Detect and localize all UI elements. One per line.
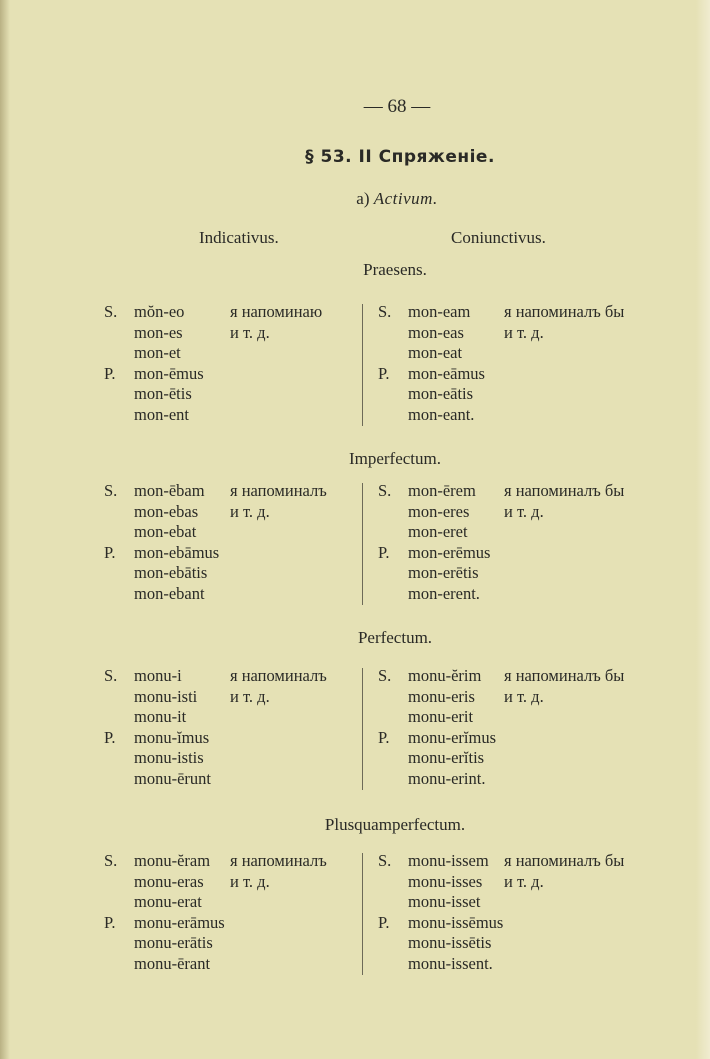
translation: и т. д.: [230, 322, 270, 342]
verb-form: mon-erent.: [408, 583, 480, 603]
conjugation-row: [378, 933, 668, 954]
number-marker: [104, 563, 134, 584]
number-marker: [378, 384, 408, 405]
verb-form: mon-ent: [134, 404, 189, 424]
conjugation-row: [378, 707, 668, 728]
conjugation-row: [378, 543, 668, 564]
conjugation-row: [104, 481, 354, 502]
verb-form: monu-erĭtis: [408, 748, 485, 767]
conjugation-row: [378, 851, 668, 872]
verb-form: mon-et: [134, 343, 181, 362]
tense-heading: Plusquamperfectum.: [324, 815, 466, 834]
subjunctive-column: [378, 481, 668, 604]
number-marker: [104, 748, 134, 769]
verb-form: mon-eātis: [408, 384, 474, 403]
number-marker: [104, 384, 134, 405]
mood-indicativus: Indicativus.: [199, 228, 279, 247]
conjugation-row: [104, 364, 354, 385]
number-marker: [378, 748, 408, 769]
number-marker: [378, 933, 408, 954]
indicative-column: [104, 481, 354, 604]
conjugation-row: [378, 872, 668, 893]
verb-form: monu-issent.: [408, 953, 493, 973]
number-marker: [104, 502, 134, 523]
number-marker: [104, 954, 134, 975]
section-heading: § 53. II Спряженie.: [305, 147, 495, 167]
conjugation-row: [104, 343, 354, 364]
column-divider: [362, 668, 363, 790]
conjugation-row: [104, 769, 354, 790]
conjugation-table: [104, 666, 664, 796]
subjunctive-column: [378, 666, 668, 789]
verb-form: monu-isti: [134, 686, 198, 706]
number-marker: [104, 872, 134, 893]
verb-form: monu-erit: [408, 707, 474, 726]
conjugation-row: [378, 892, 668, 913]
page-edge-light: [696, 0, 710, 1059]
translation: и т. д.: [504, 871, 544, 891]
number-marker: P.: [378, 363, 390, 383]
translation: я напоминалъ: [230, 666, 327, 685]
number-marker: [378, 502, 408, 523]
verb-form: monu-ērant: [134, 953, 211, 973]
conjugation-row: [378, 302, 668, 323]
translation: я напоминалъ: [230, 851, 327, 870]
indicative-column: [104, 302, 354, 425]
verb-form: monu-erat: [134, 892, 202, 911]
conjugation-row: [378, 769, 668, 790]
number-marker: [378, 522, 408, 543]
number-marker: P.: [104, 912, 116, 932]
mood-coniunctivus: Coniunctivus.: [451, 228, 546, 247]
verb-form: monu-eras: [134, 871, 204, 891]
verb-form: mon-ebātis: [134, 563, 208, 582]
verb-form: mon-ebat: [134, 522, 197, 541]
verb-form: monu-ĭmus: [134, 727, 210, 747]
verb-form: mon-ēbam: [134, 481, 205, 500]
tense-heading: Praesens.: [363, 260, 427, 279]
page-number: — 68 —: [363, 96, 431, 117]
number-marker: S.: [104, 481, 118, 500]
indicative-column: [104, 851, 354, 974]
number-marker: S.: [378, 666, 392, 685]
verb-form: monu-i: [134, 666, 182, 685]
translation: и т. д.: [504, 322, 544, 342]
verb-form: mŏn-eo: [134, 302, 185, 321]
conjugation-row: [378, 343, 668, 364]
voice-heading: [197, 189, 597, 209]
verb-form: mon-ebant: [134, 583, 205, 603]
conjugation-row: [378, 728, 668, 749]
voice-name: Activum.: [373, 189, 438, 208]
number-marker: [378, 707, 408, 728]
conjugation-row: [104, 954, 354, 975]
number-marker: [378, 892, 408, 913]
number-marker: S.: [104, 851, 118, 870]
column-divider: [362, 853, 363, 975]
verb-form: mon-eas: [408, 322, 464, 342]
verb-form: mon-ēmus: [134, 363, 204, 383]
number-marker: [104, 405, 134, 426]
number-marker: [104, 707, 134, 728]
conjugation-row: [104, 666, 354, 687]
number-marker: [378, 872, 408, 893]
conjugation-row: [104, 707, 354, 728]
conjugation-row: [378, 323, 668, 344]
conjugation-row: [104, 687, 354, 708]
voice-label: a): [356, 189, 370, 208]
verb-form: monu-erāmus: [134, 912, 225, 932]
verb-form: mon-eret: [408, 522, 468, 541]
translation: я напоминалъ: [230, 481, 327, 500]
number-marker: [104, 343, 134, 364]
number-marker: [378, 769, 408, 790]
conjugation-row: [104, 302, 354, 323]
verb-form: monu-isset: [408, 892, 481, 911]
conjugation-row: [104, 913, 354, 934]
verb-form: monu-issēmus: [408, 912, 504, 932]
conjugation-row: [378, 481, 668, 502]
conjugation-row: [378, 502, 668, 523]
verb-form: monu-issem: [408, 851, 489, 870]
conjugation-row: [104, 584, 354, 605]
verb-form: mon-ebāmus: [134, 542, 220, 562]
indicative-column: [104, 666, 354, 789]
number-marker: [104, 769, 134, 790]
number-marker: P.: [104, 363, 116, 383]
number-marker: [378, 563, 408, 584]
conjugation-row: [104, 405, 354, 426]
verb-form: mon-ētis: [134, 384, 192, 403]
translation: и т. д.: [504, 501, 544, 521]
conjugation-table: [104, 302, 664, 432]
verb-form: monu-erātis: [134, 933, 213, 952]
conjugation-row: [378, 748, 668, 769]
verb-form: monu-isses: [408, 871, 483, 891]
number-marker: [104, 584, 134, 605]
conjugation-row: [378, 522, 668, 543]
conjugation-row: [104, 851, 354, 872]
number-marker: [104, 892, 134, 913]
number-marker: P.: [378, 912, 390, 932]
number-marker: [378, 687, 408, 708]
conjugation-row: [378, 666, 668, 687]
translation: и т. д.: [230, 686, 270, 706]
conjugation-row: [104, 748, 354, 769]
number-marker: [378, 954, 408, 975]
conjugation-row: [104, 872, 354, 893]
number-marker: [104, 933, 134, 954]
verb-form: monu-istis: [134, 748, 204, 767]
conjugation-row: [104, 522, 354, 543]
conjugation-row: [104, 502, 354, 523]
verb-form: mon-eāmus: [408, 363, 485, 383]
number-marker: P.: [104, 727, 116, 747]
tense-heading: Perfectum.: [357, 628, 433, 647]
subjunctive-column: [378, 302, 668, 425]
verb-form: mon-eant.: [408, 404, 475, 424]
number-marker: [378, 343, 408, 364]
conjugation-row: [378, 384, 668, 405]
number-marker: [378, 584, 408, 605]
verb-form: mon-es: [134, 322, 183, 342]
verb-form: mon-eat: [408, 343, 463, 362]
number-marker: [104, 323, 134, 344]
number-marker: [378, 405, 408, 426]
verb-form: mon-ērem: [408, 481, 476, 500]
number-marker: S.: [378, 851, 392, 870]
verb-form: monu-erĭmus: [408, 727, 496, 747]
number-marker: P.: [378, 727, 390, 747]
conjugation-row: [104, 728, 354, 749]
conjugation-row: [378, 364, 668, 385]
column-divider: [362, 304, 363, 426]
conjugation-row: [104, 563, 354, 584]
verb-form: mon-eres: [408, 501, 470, 521]
number-marker: S.: [104, 302, 118, 321]
number-marker: P.: [378, 542, 390, 562]
number-marker: S.: [378, 481, 392, 500]
number-marker: S.: [104, 666, 118, 685]
verb-form: monu-ĕram: [134, 851, 211, 870]
verb-form: mon-eam: [408, 302, 471, 321]
verb-form: monu-eris: [408, 686, 475, 706]
page-edge-shadow: [0, 0, 10, 1059]
translation: я напоминалъ бы: [504, 851, 625, 870]
translation: я напоминалъ бы: [504, 302, 625, 321]
conjugation-row: [378, 687, 668, 708]
verb-form: monu-erint.: [408, 768, 486, 788]
translation: я напоминаю: [230, 302, 323, 321]
column-divider: [362, 483, 363, 605]
number-marker: [378, 323, 408, 344]
conjugation-row: [104, 933, 354, 954]
verb-form: monu-issētis: [408, 933, 492, 952]
number-marker: S.: [378, 302, 392, 321]
translation: и т. д.: [230, 501, 270, 521]
verb-form: mon-ebas: [134, 501, 199, 521]
verb-form: mon-erētis: [408, 563, 479, 582]
translation: я напоминалъ бы: [504, 481, 625, 500]
conjugation-table: [104, 851, 664, 981]
conjugation-row: [378, 584, 668, 605]
conjugation-row: [104, 892, 354, 913]
conjugation-row: [378, 563, 668, 584]
conjugation-row: [378, 954, 668, 975]
translation: и т. д.: [230, 871, 270, 891]
conjugation-row: [104, 384, 354, 405]
tense-heading: Imperfectum.: [348, 449, 442, 468]
verb-form: mon-erēmus: [408, 542, 491, 562]
translation: и т. д.: [504, 686, 544, 706]
conjugation-row: [378, 405, 668, 426]
number-marker: [104, 522, 134, 543]
translation: я напоминалъ бы: [504, 666, 625, 685]
verb-form: monu-ĕrim: [408, 666, 482, 685]
verb-form: monu-it: [134, 707, 187, 726]
conjugation-row: [378, 913, 668, 934]
verb-form: monu-ērunt: [134, 768, 211, 788]
subjunctive-column: [378, 851, 668, 974]
number-marker: [104, 687, 134, 708]
conjugation-table: [104, 481, 664, 611]
conjugation-row: [104, 543, 354, 564]
conjugation-row: [104, 323, 354, 344]
number-marker: P.: [104, 542, 116, 562]
